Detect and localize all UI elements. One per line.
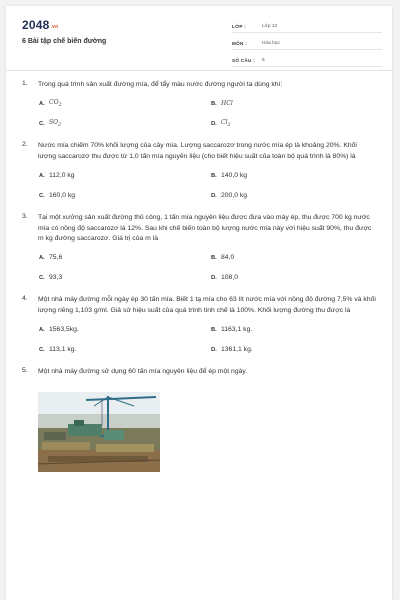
meta-label: MÔN :	[232, 40, 248, 46]
question-5	[6, 367, 392, 476]
answer-letter: B.	[211, 172, 217, 179]
question-4	[6, 295, 392, 354]
worksheet-page	[6, 6, 392, 600]
answer-option-b[interactable]	[211, 171, 379, 180]
meta-value: Hóa học	[262, 40, 280, 46]
answer-formula	[49, 119, 61, 128]
answer-letter: D.	[211, 346, 217, 353]
answer-text: 200,0 kg	[221, 192, 248, 200]
answer-letter: B.	[211, 100, 217, 107]
answer-text: 84,0	[221, 254, 235, 262]
formula-text: Cl	[221, 119, 228, 127]
question-2	[6, 141, 392, 200]
answer-letter: B.	[211, 326, 217, 333]
logo-suffix: .vn	[50, 24, 59, 30]
answer-letter: D.	[211, 120, 217, 127]
question-text: Một nhà máy đường sử dụng 60 tấn mía nguyên liệu để ép một ngày.	[38, 368, 248, 376]
answer-options	[39, 99, 379, 128]
meta-label: SỐ CÂU :	[232, 57, 256, 63]
meta-row-subject	[232, 37, 382, 50]
answer-text: 108,0	[221, 274, 239, 282]
answer-formula	[49, 99, 62, 108]
sugar-mill-photo	[38, 392, 160, 472]
answer-option-a[interactable]	[39, 253, 211, 262]
answer-letter: C.	[39, 192, 45, 199]
answer-text: 93,3	[49, 274, 63, 282]
formula-text: HCl	[221, 100, 233, 108]
answer-text: 160,0 kg	[49, 192, 76, 200]
answer-text: 140,0 kg	[221, 172, 248, 180]
answer-letter: B.	[211, 254, 217, 261]
answer-options	[39, 171, 379, 200]
question-text: Nước mía chiếm 70% khối lượng của cây mía. Lượng saccarozơ trong nước mía ép là khoảng 20%. Khối lượng saccarozơ thu được từ 1,0 tấn mía nguyên liệu (cho biết hiệu suất của toàn bộ quá trình là 80%) là	[38, 142, 357, 160]
answer-letter: A.	[39, 172, 45, 179]
answer-letter: C.	[39, 120, 45, 127]
answer-text: 1563,5kg.	[49, 326, 79, 334]
question-text: Trong quá trình sản xuất đường mía, để tẩy màu nước đường người ta dùng khí:	[38, 81, 283, 88]
answer-letter: A.	[39, 326, 45, 333]
answer-options	[39, 325, 379, 354]
answer-option-c[interactable]	[39, 345, 211, 354]
header-divider	[6, 70, 392, 71]
meta-value: 6	[262, 57, 265, 63]
question-list	[6, 80, 392, 490]
answer-formula	[221, 100, 233, 107]
answer-text: 112,0 kg	[49, 172, 75, 180]
answer-option-b[interactable]	[211, 325, 379, 334]
answer-option-c[interactable]	[39, 119, 211, 128]
site-logo[interactable]	[22, 18, 58, 32]
answer-option-d[interactable]	[211, 119, 379, 128]
answer-letter: C.	[39, 346, 45, 353]
answer-option-a[interactable]	[39, 99, 211, 108]
answer-option-d[interactable]	[211, 345, 379, 354]
answer-letter: C.	[39, 274, 45, 281]
question-number: 5.	[22, 367, 28, 375]
answer-text: 75,6	[49, 254, 63, 262]
answer-letter: D.	[211, 192, 217, 199]
answer-letter: A.	[39, 254, 45, 261]
document-title: 6 Bài tập chế biến đường	[22, 38, 107, 45]
question-1	[6, 80, 392, 128]
meta-value: Lớp 12	[262, 23, 278, 29]
formula-subscript: 2	[58, 102, 62, 109]
question-3	[6, 213, 392, 282]
answer-option-d[interactable]	[211, 273, 379, 282]
answer-option-c[interactable]	[39, 191, 211, 200]
formula-text: SO	[49, 119, 59, 127]
question-text: Một nhà máy đường mỗi ngày ép 30 tấn mía. Biết 1 tạ mía cho 63 lít nước mía với nồng độ đường 7,5% và khối lượng riêng 1,103 g/ml. Giả sử hiệu suất của quá trình tinh chế là 100%. Khối lượng đường thu được là	[38, 296, 376, 314]
logo-main: 2048	[22, 18, 50, 32]
answer-options	[39, 253, 379, 282]
answer-text: 1163,1 kg.	[221, 326, 253, 334]
answer-letter: D.	[211, 274, 217, 281]
answer-option-b[interactable]	[211, 253, 379, 262]
answer-option-a[interactable]	[39, 171, 211, 180]
question-number: 4.	[22, 295, 28, 303]
formula-subscript: 2	[227, 122, 231, 129]
meta-label: LỚP :	[232, 23, 247, 29]
question-text: Tại một xưởng sản xuất đường thủ công, 1 tấn mía nguyên liệu được đưa vào máy ép, thu được 700 kg nước mía có nồng độ saccarozơ là 12%. Sau khi chế biến toàn bộ lượng nước mía này với hiệu suất 90%, thu được m kg đường saccarozơ. Giá trị của m là	[38, 214, 372, 243]
answer-option-a[interactable]	[39, 325, 211, 334]
answer-formula	[221, 119, 231, 128]
formula-text: CO	[49, 99, 59, 107]
meta-row-question-count	[232, 54, 382, 67]
question-number: 2.	[22, 141, 28, 149]
formula-subscript: 2	[58, 122, 62, 129]
question-number: 1.	[22, 80, 28, 87]
answer-option-c[interactable]	[39, 273, 211, 282]
question-number: 3.	[22, 213, 28, 221]
answer-text: 113,1 kg.	[49, 346, 77, 354]
worksheet-header	[6, 6, 392, 70]
answer-option-b[interactable]	[211, 99, 379, 108]
meta-row-class	[232, 20, 382, 33]
answer-letter: A.	[39, 100, 45, 107]
answer-option-d[interactable]	[211, 191, 379, 200]
meta-info	[232, 20, 382, 71]
answer-text: 1361,1 kg.	[221, 346, 253, 354]
